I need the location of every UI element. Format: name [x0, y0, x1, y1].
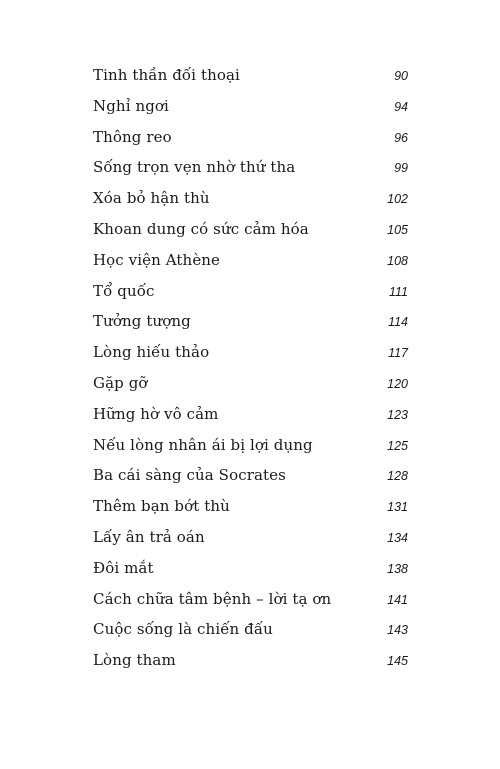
toc-entry [93, 91, 408, 122]
toc-entry-page: 105 [387, 222, 408, 237]
toc-entry [93, 430, 408, 461]
toc-entry [93, 368, 408, 399]
toc-entry-title: Tinh thần đối thoại [93, 66, 240, 84]
toc-entry [93, 306, 408, 337]
toc-entry-page: 141 [387, 592, 408, 607]
toc-entry-title: Cuộc sống là chiến đấu [93, 620, 273, 639]
toc-entry-title: Ba cái sàng của Socrates [93, 466, 286, 485]
toc-entry-page: 138 [387, 561, 408, 576]
toc-entry [93, 183, 408, 214]
toc-entry-page: 96 [394, 130, 408, 145]
toc-entry-title: Khoan dung có sức cảm hóa [93, 219, 309, 238]
toc-entry-page: 131 [387, 500, 408, 515]
toc-entry-title: Nghỉ ngơi [93, 96, 169, 115]
toc-entry-title: Hững hờ vô cảm [93, 404, 219, 423]
toc-entry-page: 143 [387, 623, 408, 638]
toc-entry [93, 614, 408, 645]
toc-entry [93, 60, 408, 91]
toc-entry-title: Nếu lòng nhân ái bị lợi dụng [93, 435, 313, 454]
toc-entry [93, 645, 408, 676]
toc-entry-page: 145 [387, 654, 408, 669]
toc-entry-page: 102 [387, 192, 408, 207]
toc-entry [93, 122, 408, 153]
toc-entry-page: 108 [387, 253, 408, 268]
toc-entry-page: 128 [387, 469, 408, 484]
toc-entry-title: Đôi mắt [93, 558, 154, 577]
toc-entry-page: 117 [388, 346, 408, 361]
toc-entry-title: Thêm bạn bớt thù [93, 497, 230, 516]
toc-entry-page: 123 [387, 407, 408, 422]
toc-entry-page: 99 [394, 161, 408, 176]
toc-entry-title: Lòng tham [93, 651, 176, 670]
toc-entry-title: Lấy ân trả oán [93, 527, 205, 546]
toc-entry [93, 276, 408, 307]
toc-entry-title: Tưởng tượng [93, 312, 191, 331]
toc-entry-page: 90 [394, 69, 408, 83]
toc-entry [93, 522, 408, 553]
toc-entry [93, 152, 408, 183]
toc-entry [93, 584, 408, 615]
toc-entry-title: Học viện Athène [93, 250, 221, 269]
toc-entry-title: Sống trọn vẹn nhờ thứ tha [93, 158, 296, 177]
toc-entry-page: 120 [387, 376, 408, 391]
toc-entry-page: 94 [394, 99, 408, 114]
toc-entry [93, 460, 408, 491]
toc-entry-title: Thông reo [93, 127, 172, 146]
toc-entry [93, 337, 408, 368]
toc-entry [93, 245, 408, 276]
toc-entry-page: 111 [388, 284, 408, 299]
toc-entry-title: Tổ quốc [93, 281, 155, 300]
toc-entry-title: Cách chữa tâm bệnh – lời tạ ơn [93, 589, 332, 608]
toc-entry [93, 399, 408, 430]
toc-entry [93, 491, 408, 522]
toc-entry-title: Xóa bỏ hận thù [93, 189, 210, 208]
toc-entry-page: 114 [388, 315, 408, 330]
toc-entry [93, 214, 408, 245]
toc-entry-title: Gặp gỡ [93, 373, 148, 392]
toc-entry-title: Lòng hiếu thảo [93, 343, 210, 362]
toc-entry-page: 125 [387, 438, 408, 453]
table-of-contents [93, 60, 408, 676]
toc-entry-page: 134 [387, 530, 408, 545]
toc-entry [93, 553, 408, 584]
